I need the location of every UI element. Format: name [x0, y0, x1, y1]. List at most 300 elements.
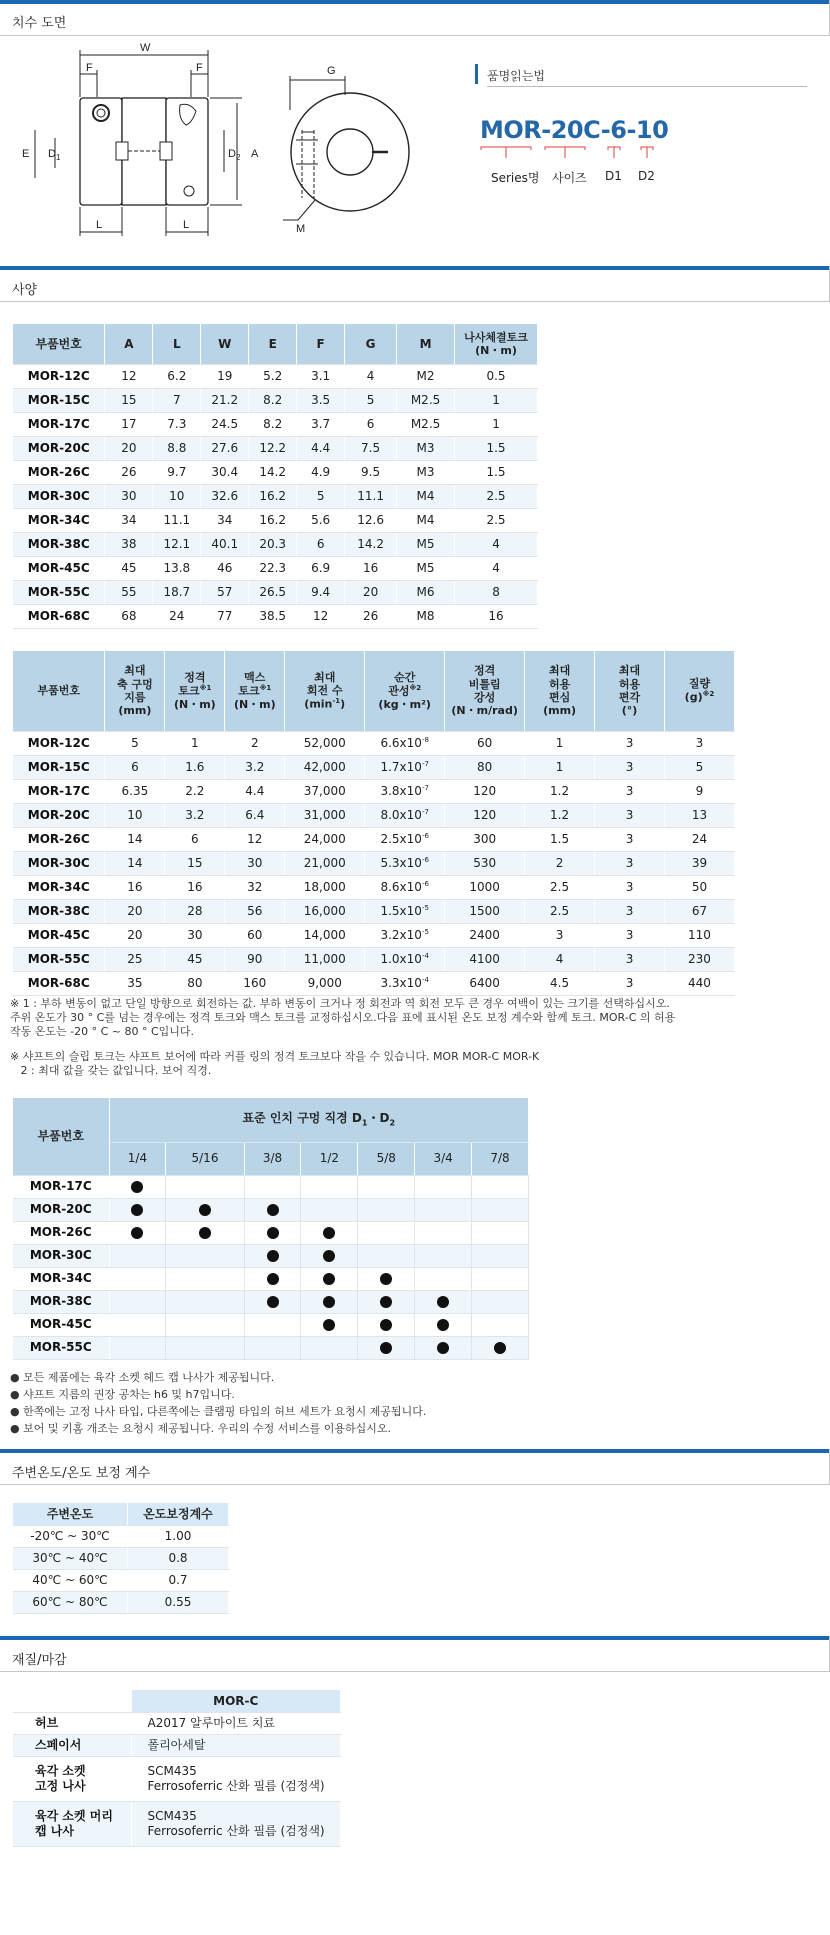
inertia-cell	[365, 875, 445, 899]
table-cell: 20	[105, 436, 153, 460]
table-cell: 14	[105, 851, 165, 875]
table-cell: 11,000	[285, 947, 365, 971]
table-cell: 26	[105, 460, 153, 484]
bore-cell	[415, 1175, 472, 1198]
dim-F: F	[196, 62, 203, 74]
table-cell: 12	[105, 364, 153, 388]
table-cell: 68	[105, 604, 153, 628]
inertia-exp: -6	[421, 879, 429, 888]
bore-cell	[166, 1313, 244, 1336]
table-cell: M8	[397, 604, 455, 628]
bore-cell	[301, 1244, 358, 1267]
bore-cell	[415, 1244, 472, 1267]
table-cell: 14	[105, 827, 165, 851]
table-cell: 2	[525, 851, 595, 875]
table-cell: 4.5	[525, 971, 595, 995]
col-header: W	[201, 324, 249, 364]
table-cell: 11.1	[153, 508, 201, 532]
table-cell: 2.5	[525, 875, 595, 899]
available-dot-icon	[380, 1296, 392, 1308]
bore-cell	[244, 1336, 301, 1359]
table-cell: 4100	[445, 947, 525, 971]
table-cell: 20	[105, 923, 165, 947]
section-temp	[0, 1449, 830, 1485]
inertia-cell	[365, 827, 445, 851]
bore-cell	[415, 1290, 472, 1313]
material-spec: SCM435 Ferrosoferric 산화 필름 (검정색)	[131, 1801, 341, 1846]
footnote-mark: ※2	[409, 683, 422, 692]
table-cell: 9.7	[153, 460, 201, 484]
table-cell: 24	[664, 827, 734, 851]
available-dot-icon	[131, 1227, 143, 1239]
table-cell: 35	[105, 971, 165, 995]
note-line: ● 모든 제품에는 육각 소켓 헤드 캡 나사가 제공됩니다.	[10, 1371, 275, 1384]
table-cell: 120	[445, 803, 525, 827]
table-cell: 4	[345, 364, 397, 388]
col-header-text: 최대 축 구멍 지름 (mm)	[117, 664, 153, 717]
table-cell: 15	[165, 851, 225, 875]
material-part: 육각 소켓 고정 나사	[13, 1756, 131, 1801]
part-number: MOR-17C	[13, 412, 105, 436]
naming-label: D1	[605, 169, 622, 183]
col-header: 부품번호	[13, 324, 105, 364]
col-header: E	[249, 324, 297, 364]
table-cell: 13.8	[153, 556, 201, 580]
table-cell: 30.4	[201, 460, 249, 484]
bore-cell	[109, 1198, 166, 1221]
table-row	[13, 1525, 229, 1547]
table-cell: 16.2	[249, 508, 297, 532]
part-number: MOR-20C	[13, 1198, 109, 1221]
inertia-exp: -7	[421, 783, 429, 792]
inch-bore-table	[13, 1098, 529, 1360]
table-cell: 4	[455, 556, 538, 580]
table-cell: 30	[105, 484, 153, 508]
col-header	[285, 651, 365, 731]
inertia-cell	[365, 971, 445, 995]
available-dot-icon	[199, 1227, 211, 1239]
table-row	[13, 580, 538, 604]
section-title: 재질/마감	[12, 1653, 67, 1668]
material-part: 육각 소켓 머리 캡 나사	[13, 1801, 131, 1846]
table-cell: 3	[595, 827, 665, 851]
part-number: MOR-68C	[13, 604, 105, 628]
part-number: MOR-34C	[13, 508, 105, 532]
note-line: ● 보어 및 키홈 개조는 요청시 제공됩니다. 우리의 수정 서비스를 이용하십시오.	[10, 1422, 391, 1435]
inertia-base: 3.8x10	[380, 783, 422, 798]
inertia-exp: -7	[421, 807, 429, 816]
table-cell: 2.2	[165, 779, 225, 803]
material-part: 스페이서	[13, 1734, 131, 1756]
dim-G: G	[327, 65, 336, 77]
table-cell: 3	[595, 875, 665, 899]
table-cell: 45	[165, 947, 225, 971]
naming-label: 사이즈	[552, 171, 587, 185]
dim-L: L	[183, 219, 190, 231]
bore-cell	[301, 1336, 358, 1359]
bore-cell	[358, 1336, 415, 1359]
material-spec: A2017 알루마이트 치료	[131, 1712, 341, 1734]
table-row	[13, 1290, 529, 1313]
table-cell: 6	[165, 827, 225, 851]
table-row	[13, 1547, 229, 1569]
col-header-text: 최대 허용 편각 (°)	[618, 664, 641, 717]
table-row	[13, 460, 538, 484]
available-dot-icon	[437, 1296, 449, 1308]
table-cell: 10	[105, 803, 165, 827]
table-cell: 1	[165, 731, 225, 755]
part-number: MOR-12C	[13, 364, 105, 388]
table-row	[13, 1734, 341, 1756]
naming-guide	[475, 64, 815, 194]
inertia-cell	[365, 947, 445, 971]
col-header	[595, 651, 665, 731]
table-cell: 7.3	[153, 412, 201, 436]
table-cell: 2.5	[525, 899, 595, 923]
table-cell: 2	[225, 731, 285, 755]
section-title: 사양	[12, 283, 38, 298]
table-cell: 6.9	[297, 556, 345, 580]
col-header-text: 정격 비틀림 강성 (N・m/rad)	[451, 664, 518, 717]
bore-cell	[472, 1290, 529, 1313]
table-cell: 9,000	[285, 971, 365, 995]
table-row	[13, 1175, 529, 1198]
table-cell: 3.2	[165, 803, 225, 827]
table-cell: 32	[225, 875, 285, 899]
table-row	[13, 388, 538, 412]
table-cell: 32.6	[201, 484, 249, 508]
table-row	[13, 1756, 341, 1801]
table-cell: 3	[525, 923, 595, 947]
available-dot-icon	[323, 1273, 335, 1285]
part-number: MOR-15C	[13, 388, 105, 412]
table-cell: 13	[664, 803, 734, 827]
part-number: MOR-26C	[13, 460, 105, 484]
col-header: 온도보정계수	[128, 1503, 229, 1525]
table-cell: 110	[664, 923, 734, 947]
part-number: MOR-26C	[13, 827, 105, 851]
part-number: MOR-38C	[13, 899, 105, 923]
bore-cell	[358, 1221, 415, 1244]
bore-cell	[166, 1221, 244, 1244]
table-row	[13, 1569, 229, 1591]
available-dot-icon	[323, 1296, 335, 1308]
table-cell: 46	[201, 556, 249, 580]
table-cell: 11.1	[345, 484, 397, 508]
table-cell: 12.1	[153, 532, 201, 556]
table-row	[13, 851, 735, 875]
part-number: MOR-38C	[13, 532, 105, 556]
table-cell: 6.4	[225, 803, 285, 827]
inertia-base: 6.6x10	[380, 735, 422, 750]
table-cell: 2400	[445, 923, 525, 947]
available-dot-icon	[267, 1227, 279, 1239]
table-cell: 30	[165, 923, 225, 947]
inertia-base: 1.5x10	[380, 903, 422, 918]
part-number: MOR-34C	[13, 1267, 109, 1290]
table-cell: 24,000	[285, 827, 365, 851]
bore-cell	[301, 1175, 358, 1198]
table-cell: M3	[397, 460, 455, 484]
table-cell: 28	[165, 899, 225, 923]
table-cell: 16	[165, 875, 225, 899]
table-cell: 40℃ ~ 60℃	[13, 1569, 128, 1591]
spec-table-performance	[13, 651, 735, 996]
inertia-exp: -4	[421, 975, 429, 984]
table-cell: 16	[455, 604, 538, 628]
available-dot-icon	[380, 1273, 392, 1285]
col-header: A	[105, 324, 153, 364]
bore-cell	[244, 1313, 301, 1336]
table-cell: 18.7	[153, 580, 201, 604]
section-dimension	[0, 0, 830, 36]
table-cell: 14.2	[249, 460, 297, 484]
col-header: 3/8	[244, 1142, 301, 1175]
table-cell: 67	[664, 899, 734, 923]
col-header-unit: )	[340, 697, 346, 711]
bore-cell	[472, 1244, 529, 1267]
inertia-cell	[365, 899, 445, 923]
table-cell: 6	[297, 532, 345, 556]
table-cell: M4	[397, 484, 455, 508]
table-cell: 12	[297, 604, 345, 628]
table-cell: 1.5	[525, 827, 595, 851]
col-header: 1/4	[109, 1142, 166, 1175]
bore-cell	[415, 1198, 472, 1221]
dim-W: W	[140, 42, 151, 54]
table-cell: 80	[165, 971, 225, 995]
table-cell: 230	[664, 947, 734, 971]
table-cell: 80	[445, 755, 525, 779]
inertia-base: 3.3x10	[380, 975, 422, 990]
table-cell: M5	[397, 532, 455, 556]
col-header	[664, 651, 734, 731]
part-number: MOR-34C	[13, 875, 105, 899]
available-dot-icon	[380, 1342, 392, 1354]
available-dot-icon	[437, 1319, 449, 1331]
bore-cell	[358, 1290, 415, 1313]
table-cell: 30	[225, 851, 285, 875]
inertia-exp: -5	[421, 927, 429, 936]
inertia-base: 3.2x10	[380, 927, 422, 942]
table-cell: 3	[595, 779, 665, 803]
table-cell: 7.5	[345, 436, 397, 460]
col-header-text: 순간 관성	[388, 670, 416, 698]
table-cell: 1.2	[525, 803, 595, 827]
bore-cell	[301, 1290, 358, 1313]
col-header-unit: (N・m)	[173, 697, 216, 711]
note-line: ● 샤프트 지름의 권장 공차는 h6 및 h7입니다.	[10, 1388, 235, 1401]
table-cell: 45	[105, 556, 153, 580]
bore-cell	[109, 1336, 166, 1359]
footnote-mark: ※1	[259, 683, 272, 692]
section-material	[0, 1636, 830, 1672]
col-header: 부품번호	[13, 1098, 109, 1175]
table-row	[13, 827, 735, 851]
table-row	[13, 1591, 229, 1613]
dim-A: A	[251, 148, 259, 160]
table-cell: 14.2	[345, 532, 397, 556]
bore-cell	[358, 1198, 415, 1221]
bore-cell	[472, 1175, 529, 1198]
part-number: MOR-17C	[13, 1175, 109, 1198]
table-cell: 5.6	[297, 508, 345, 532]
available-dot-icon	[199, 1204, 211, 1216]
table-cell: 31,000	[285, 803, 365, 827]
table-cell: 20.3	[249, 532, 297, 556]
table-cell: 60	[445, 731, 525, 755]
dim-E: E	[22, 148, 30, 160]
inertia-cell	[365, 731, 445, 755]
table-cell: 42,000	[285, 755, 365, 779]
bore-cell	[301, 1313, 358, 1336]
table-cell: 3	[664, 731, 734, 755]
footnote-mark: ※2	[702, 690, 715, 699]
col-header: G	[345, 324, 397, 364]
table-row	[13, 508, 538, 532]
bore-cell	[301, 1198, 358, 1221]
table-row	[13, 1336, 529, 1359]
bore-cell	[415, 1313, 472, 1336]
bore-cell	[415, 1221, 472, 1244]
table-cell: 9.5	[345, 460, 397, 484]
bore-cell	[358, 1244, 415, 1267]
col-header	[445, 651, 525, 731]
table-cell: 300	[445, 827, 525, 851]
table-cell: -20℃ ~ 30℃	[13, 1525, 128, 1547]
part-number: MOR-12C	[13, 731, 105, 755]
table-row	[13, 923, 735, 947]
part-number: MOR-30C	[13, 484, 105, 508]
note-line: 주위 온도가 30 ° C를 넘는 경우에는 정격 토크와 맥스 토크를 교정하십시오.다음 표에 표시된 온도 보정 계수와 함께 토크. MOR-C 의 허용	[10, 1011, 676, 1024]
note-line: 작동 온도는 -20 ° C ~ 80 ° C입니다.	[10, 1025, 195, 1038]
table-cell: 8.2	[249, 412, 297, 436]
available-dot-icon	[267, 1296, 279, 1308]
col-header-text: 부품번호	[37, 684, 80, 698]
inertia-exp: -6	[421, 831, 429, 840]
naming-label: Series명	[491, 171, 540, 185]
temp-correction-table	[13, 1503, 229, 1614]
notes-general	[10, 1369, 426, 1437]
bore-cell	[472, 1313, 529, 1336]
table-row	[13, 779, 735, 803]
bore-cell	[109, 1290, 166, 1313]
table-cell: 1	[525, 755, 595, 779]
col-header	[365, 651, 445, 731]
bore-cell	[472, 1267, 529, 1290]
table-cell: 14,000	[285, 923, 365, 947]
table-cell: 4.4	[225, 779, 285, 803]
bore-cell	[472, 1221, 529, 1244]
part-number: MOR-68C	[13, 971, 105, 995]
inertia-cell	[365, 851, 445, 875]
part-number: MOR-20C	[13, 803, 105, 827]
table-cell: 6	[345, 412, 397, 436]
col-header: M	[397, 324, 455, 364]
table-cell: 9	[664, 779, 734, 803]
table-cell: 6.2	[153, 364, 201, 388]
table-cell: 440	[664, 971, 734, 995]
table-row	[13, 947, 735, 971]
dim-M: M	[296, 223, 306, 235]
col-header-text: 맥스 토크	[238, 670, 266, 698]
col-header-text: 최대 허용 편심 (mm)	[543, 664, 577, 717]
col-header-text: 최대 회전 수 (min	[304, 670, 343, 711]
part-number: MOR-55C	[13, 947, 105, 971]
note-line: 2 : 최대 값을 갖는 값입니다. 보어 직경.	[10, 1064, 212, 1077]
table-cell: 38.5	[249, 604, 297, 628]
bore-cell	[244, 1198, 301, 1221]
bore-cell	[358, 1313, 415, 1336]
table-row	[13, 899, 735, 923]
table-cell: 1000	[445, 875, 525, 899]
bore-cell	[166, 1336, 244, 1359]
material-spec: SCM435 Ferrosoferric 산화 필름 (검정색)	[131, 1756, 341, 1801]
note-line: ※ 샤프트의 슬립 토크는 샤프트 보어에 따라 커플 링의 정격 토크보다 작을 수 있습니다. MOR MOR-C MOR-K	[10, 1050, 540, 1063]
inertia-base: 1.0x10	[380, 951, 422, 966]
table-row	[13, 364, 538, 388]
col-header: L	[153, 324, 201, 364]
available-dot-icon	[323, 1319, 335, 1331]
table-cell: 52,000	[285, 731, 365, 755]
col-header: 1/2	[301, 1142, 358, 1175]
section-spec	[0, 266, 830, 302]
material-part: 허브	[13, 1712, 131, 1734]
table-cell: 2.5	[455, 508, 538, 532]
dim-D1: $D_1$	[48, 148, 61, 162]
table-cell: 160	[225, 971, 285, 995]
dim-D2: $D_2$	[228, 148, 241, 162]
table-row	[13, 731, 735, 755]
table-cell: 10	[153, 484, 201, 508]
table-cell: 12	[225, 827, 285, 851]
table-cell: 18,000	[285, 875, 365, 899]
inertia-base: 2.5x10	[380, 831, 422, 846]
table-cell: 26.5	[249, 580, 297, 604]
section-title: 치수 도면	[12, 16, 67, 31]
table-cell: 19	[201, 364, 249, 388]
inertia-base: 5.3x10	[380, 855, 422, 870]
bore-cell	[244, 1175, 301, 1198]
bore-cell	[166, 1175, 244, 1198]
table-cell: M6	[397, 580, 455, 604]
table-cell: 55	[105, 580, 153, 604]
table-cell: 21,000	[285, 851, 365, 875]
available-dot-icon	[267, 1273, 279, 1285]
col-header: MOR-C	[131, 1690, 341, 1712]
col-header-unit: (N・m)	[233, 697, 276, 711]
table-cell: 6	[105, 755, 165, 779]
table-cell: 12.2	[249, 436, 297, 460]
col-header: 5/16	[166, 1142, 244, 1175]
part-number: MOR-45C	[13, 556, 105, 580]
table-cell: 9.4	[297, 580, 345, 604]
part-number: MOR-55C	[13, 580, 105, 604]
table-cell: 25	[105, 947, 165, 971]
inertia-exp: -7	[421, 759, 429, 768]
bore-cell	[109, 1221, 166, 1244]
inertia-exp: -6	[421, 855, 429, 864]
table-cell: 3.5	[297, 388, 345, 412]
dimension-drawing	[0, 38, 420, 253]
table-cell: 6400	[445, 971, 525, 995]
table-cell: 120	[445, 779, 525, 803]
table-cell: 3	[595, 971, 665, 995]
table-row	[13, 1801, 341, 1846]
available-dot-icon	[267, 1204, 279, 1216]
table-cell: M5	[397, 556, 455, 580]
table-row	[13, 556, 538, 580]
